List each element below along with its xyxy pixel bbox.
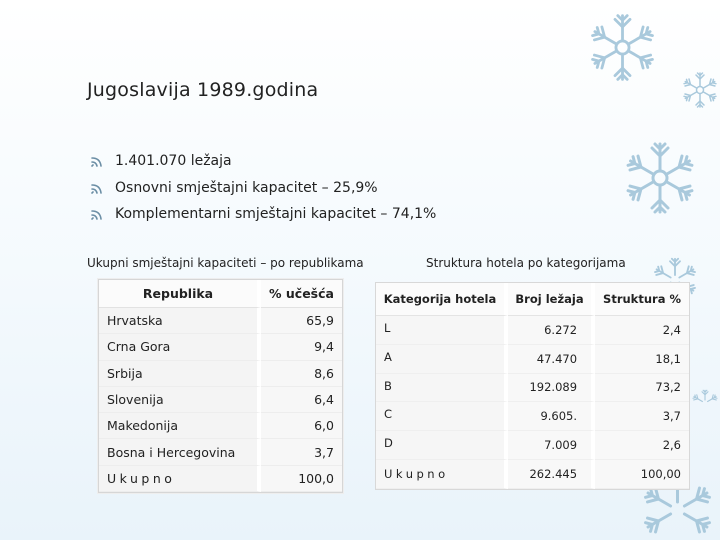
hotel-categories-table <box>375 282 690 490</box>
republics-table <box>98 279 343 493</box>
beds-cell: 6.272 <box>508 316 595 345</box>
republic-cell: Crna Gora <box>99 334 261 360</box>
column-header: Kategorija hotela <box>376 283 508 316</box>
total-value-cell: 100,0 <box>261 466 342 492</box>
wifi-bullet-icon <box>90 208 104 220</box>
bullet-text: Osnovni smještajni kapacitet – 25,9% <box>115 179 378 196</box>
table-row <box>99 361 342 387</box>
table-row <box>376 374 689 403</box>
structure-cell: 73,2 <box>595 374 689 403</box>
republic-cell: Slovenija <box>99 387 261 413</box>
snowflake-icon <box>620 138 700 218</box>
column-header: Struktura % <box>595 283 689 316</box>
republic-cell: Srbija <box>99 361 261 387</box>
table1-caption: Ukupni smještajni kapaciteti – po republikama <box>87 256 364 270</box>
snowflake-icon <box>690 378 720 428</box>
beds-cell: 192.089 <box>508 374 595 403</box>
snowflake-icon <box>585 10 660 85</box>
category-cell: L <box>376 316 508 345</box>
table2-caption: Struktura hotela po kategorijama <box>426 256 626 270</box>
beds-cell: 47.470 <box>508 345 595 374</box>
table-row <box>376 345 689 374</box>
bullet-text: 1.401.070 ležaja <box>115 153 232 170</box>
structure-cell: 2,6 <box>595 431 689 460</box>
table-total-row <box>99 466 342 492</box>
share-cell: 3,7 <box>261 439 342 465</box>
beds-cell: 9.605. <box>508 402 595 431</box>
column-header: Broj ležaja <box>508 283 595 316</box>
wifi-bullet-icon <box>90 182 104 194</box>
share-cell: 65,9 <box>261 308 342 334</box>
table-row <box>99 413 342 439</box>
slide-title: Jugoslavija 1989.godina <box>87 79 319 101</box>
table-total-row <box>376 460 689 489</box>
share-cell: 9,4 <box>261 334 342 360</box>
table-row <box>99 334 342 360</box>
table-row <box>99 308 342 334</box>
bullet-list <box>90 148 436 228</box>
total-label-cell: Ukupno <box>99 466 261 492</box>
bullet-item <box>90 201 436 228</box>
table-row <box>376 316 689 345</box>
republic-cell: Bosna i Hercegovina <box>99 439 261 465</box>
republic-cell: Hrvatska <box>99 308 261 334</box>
column-header: % učešća <box>261 280 342 308</box>
column-header: Republika <box>99 280 261 308</box>
table-header-row <box>376 283 689 316</box>
wifi-bullet-icon <box>90 155 104 167</box>
table-row <box>99 439 342 465</box>
category-cell: A <box>376 345 508 374</box>
bullet-item <box>90 175 436 202</box>
total-structure-cell: 100,00 <box>595 460 689 489</box>
table-header-row <box>99 280 342 308</box>
total-beds-cell: 262.445 <box>508 460 595 489</box>
beds-cell: 7.009 <box>508 431 595 460</box>
bullet-text: Komplementarni smještajni kapacitet – 74,1% <box>115 206 437 223</box>
structure-cell: 3,7 <box>595 402 689 431</box>
bullet-item <box>90 148 436 175</box>
table-row <box>376 431 689 460</box>
category-cell: D <box>376 431 508 460</box>
table-row <box>99 387 342 413</box>
category-cell: B <box>376 374 508 403</box>
republic-cell: Makedonija <box>99 413 261 439</box>
share-cell: 8,6 <box>261 361 342 387</box>
structure-cell: 18,1 <box>595 345 689 374</box>
structure-cell: 2,4 <box>595 316 689 345</box>
share-cell: 6,4 <box>261 387 342 413</box>
category-cell: C <box>376 402 508 431</box>
total-label-cell: Ukupno <box>376 460 508 489</box>
share-cell: 6,0 <box>261 413 342 439</box>
table-row <box>376 402 689 431</box>
snowflake-icon <box>680 70 720 110</box>
